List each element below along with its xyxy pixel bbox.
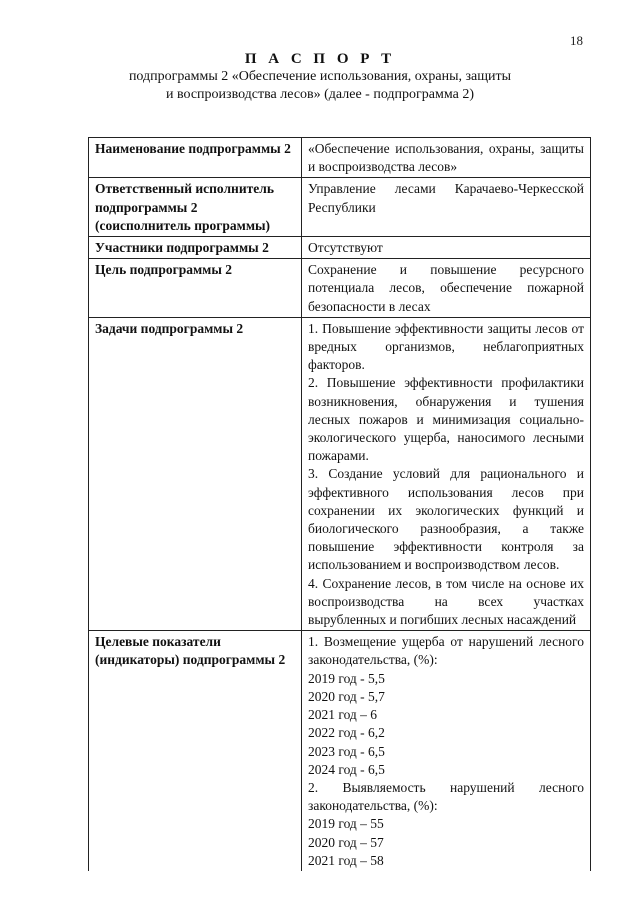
indicator-2-title: 2. Выявляемость нарушений лесного законодательства, (%):	[308, 779, 584, 814]
page-number: 18	[570, 33, 583, 48]
row-value-executor: Управление лесами Карачаево-Черкесской Республики	[302, 178, 591, 237]
row-label-name: Наименование подпрограммы 2	[89, 138, 302, 178]
table-row-goal	[89, 259, 591, 318]
task-item-2: 2. Повышение эффективности профилактики возникновения, обнаружения и тушения лесных пожаров и минимизация социально-экологического ущерба, наносимого лесными пожарами.	[308, 375, 584, 464]
indicator-1-year: 2021 год – 6	[308, 707, 378, 723]
task-item-3: 3. Создание условий для рационального и эффективного использования лесов при сохранении их экологических функций и биологического разнообразия, а также повышение эффективности контроля за использованием и воспроизводством лесов.	[308, 466, 584, 573]
indicator-1-year: 2020 год - 5,7	[308, 688, 385, 704]
row-label-indicators: Целевые показатели (индикаторы) подпрограммы 2	[89, 631, 302, 871]
table-row-tasks	[89, 317, 591, 630]
indicator-2-year: 2019 год – 55	[308, 816, 384, 832]
row-value-goal: Сохранение и повышение ресурсного потенциала лесов, обеспечение пожарной безопасности в лесах	[302, 259, 591, 318]
indicator-1-year: 2023 год - 6,5	[308, 743, 385, 759]
indicator-2-year: 2021 год – 58	[308, 852, 384, 868]
indicator-1-year: 2019 год - 5,5	[308, 670, 385, 686]
indicator-1-year: 2022 год - 6,2	[308, 725, 385, 741]
passport-table	[88, 137, 591, 871]
document-title: П А С П О Р Т	[244, 51, 396, 67]
indicator-1-year: 2024 год - 6,5	[308, 761, 385, 777]
indicator-2-year: 2020 год – 57	[308, 834, 384, 850]
document-subtitle-line-1: подпрограммы 2 «Обеспечение использования, охраны, защиты	[128, 69, 512, 84]
table-row-name	[89, 138, 591, 178]
task-item-4: 4. Сохранение лесов, в том числе на основе их воспроизводства на всех участках вырубленных и погибших лесных насаждений	[308, 575, 584, 628]
row-value-indicators	[302, 631, 591, 871]
task-item-1: 1. Повышение эффективности защиты лесов от вредных организмов, неблагоприятных факторов.	[308, 320, 584, 373]
row-value-participants: Отсутствуют	[302, 237, 591, 259]
table-row-executor	[89, 178, 591, 237]
row-label-participants: Участники подпрограммы 2	[89, 237, 302, 259]
row-label-tasks: Задачи подпрограммы 2	[89, 317, 302, 630]
row-value-name: «Обеспечение использования, охраны, защиты и воспроизводства лесов»	[302, 138, 591, 178]
row-value-tasks	[302, 317, 591, 630]
document-heading	[0, 50, 640, 104]
row-label-goal: Цель подпрограммы 2	[89, 259, 302, 318]
indicator-1-title: 1. Возмещение ущерба от нарушений лесного законодательства, (%):	[308, 634, 584, 668]
table-row-indicators	[89, 631, 591, 871]
row-label-executor: Ответственный исполнитель подпрограммы 2 (соисполнитель программы)	[89, 178, 302, 237]
document-subtitle-line-2: и воспроизводства лесов» (далее - подпрограмма 2)	[165, 87, 475, 102]
table-row-participants	[89, 237, 591, 259]
